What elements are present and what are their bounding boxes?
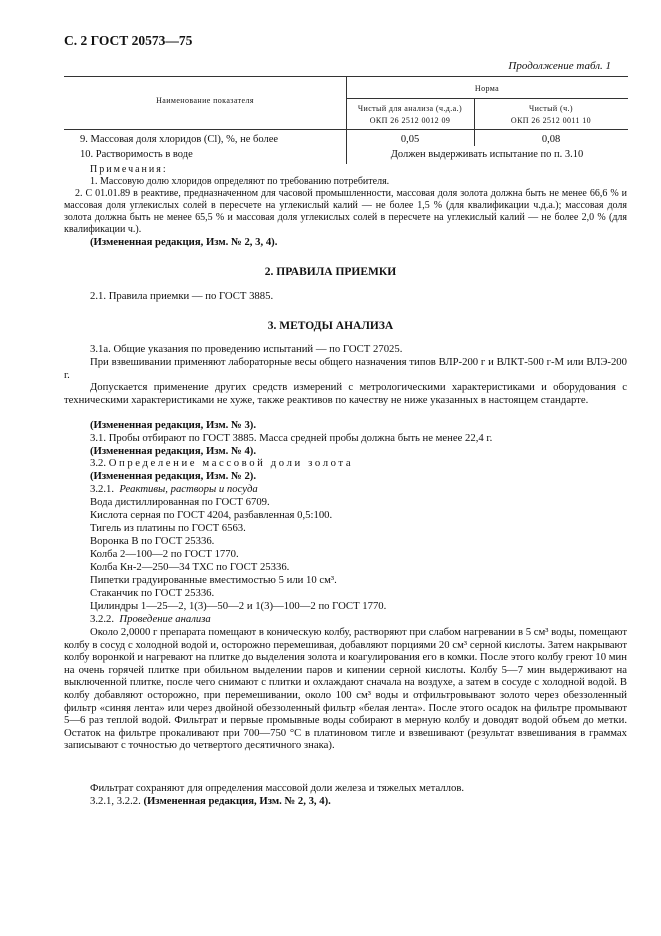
section-3-2-1-heading	[90, 483, 258, 496]
table-col2-header: Чистый (ч.)	[529, 104, 573, 113]
section-3-2-1-number: 3.2.1.	[90, 483, 115, 495]
table-row10-value: Должен выдерживать испытание по п. 3.10	[390, 149, 584, 160]
section-3-title: 3. МЕТОДЫ АНАЛИЗА	[267, 320, 394, 332]
reagent-8: Стаканчик по ГОСТ 25336.	[90, 587, 215, 599]
table-row9-value2: 0,08	[541, 134, 561, 145]
reagent-9: Цилиндры 1—25—2, 1(3)—50—2 и 1(3)—100—2 по ГОСТ 1770.	[90, 600, 387, 612]
edit-note-4: (Измененная редакция, Изм. № 4).	[90, 445, 257, 457]
table-norm-header: Норма	[474, 84, 500, 93]
table-col1-okp: ОКП 26 2512 0012 09	[369, 116, 451, 125]
section-2-title: 2. ПРАВИЛА ПРИЕМКИ	[264, 266, 397, 278]
section-3-2-number: 3.2.	[90, 457, 107, 469]
table-row9-label: 9. Массовая доля хлоридов (Cl), %, не более	[80, 134, 279, 145]
table-row10-label: 10. Растворимость в воде	[80, 149, 193, 160]
reagent-1: Вода дистиллированная по ГОСТ 6709.	[90, 496, 270, 508]
edit-note-3: (Измененная редакция, Изм. № 3).	[90, 419, 257, 431]
section-3-1a: 3.1а. Общие указания по проведению испытаний — по ГОСТ 27025.	[90, 343, 403, 355]
reagent-5: Колба 2—100—2 по ГОСТ 1770.	[90, 548, 239, 560]
table-col-name-header: Наименование показателя	[156, 96, 254, 105]
reagent-2: Кислота серная по ГОСТ 4204, разбавленная 0,5:100.	[90, 509, 333, 521]
note-1: 1. Массовую долю хлоридов определяют по требованию потребителя.	[90, 176, 390, 187]
section-3-2-1-title: Реактивы, растворы и посуда	[119, 483, 258, 495]
section-3-2-title: Определение массовой доли золота	[108, 457, 354, 469]
table-col1-header: Чистый для анализа (ч.д.а.)	[357, 104, 463, 113]
page-header: С. 2 ГОСТ 20573—75	[64, 33, 193, 48]
notes-edit-note: (Измененная редакция, Изм. № 2, 3, 4).	[90, 236, 278, 248]
paragraph-weighing: При взвешивании применяют лабораторные весы общего назначения типов ВЛР-200 г и ВЛКТ-500 г-М или ВЛЭ-200 г.	[64, 356, 627, 381]
section-3-2-2-number: 3.2.2.	[90, 613, 115, 625]
table-col2-okp: ОКП 26 2512 0011 10	[510, 116, 592, 125]
filtrate-paragraph: Фильтрат сохраняют для определения массовой доли железа и тяжелых металлов.	[90, 782, 465, 794]
table-norm-divider	[346, 98, 628, 99]
edit-note-2: (Измененная редакция, Изм. № 2).	[90, 470, 257, 482]
procedure-paragraph: Около 2,0000 г препарата помещают в коническую колбу, растворяют при слабом нагревании в 5 см³ воды, помещают колбу в сосуд с холодной водой и, осторожно перемешивая, добавляют порциями 20 см³ серной кислоты. Затем накрывают колбу воронкой и нагревают на плитке до выделения золота и коагулирования его в комки. После этого колбу греют 10 мин на очень горячей плитке при обильном выделении паров и кипении серной кислоты. Колбу 5—7 мин выдерживают на выключенной плитке, после чего снимают с плитки и охлаждают сначала на воздухе, а затем в сосуде с холодной водой. В колбу добавляют осторожно, при перемешивании, около 100 см³ воды и отфильтровывают золото через обеззоленный фильтр «синяя лента» или через двойной обеззоленный фильтр «белая лента». После этого осадок на фильтре промывают 5—6 раз теплой водой. Фильтрат и первые промывные воды собирают в мерную колбу и доводят водой объем до метки. Остаток на фильтре прокаливают при 700—750 °С в платиновом тигле и взвешивают (результат взвешивания в граммах записывают с точностью до четвертого десятичного знака).	[64, 626, 627, 752]
final-edit-numbers: 3.2.1, 3.2.2.	[90, 795, 141, 807]
paragraph-allowed-instruments: Допускается применение других средств измерений с метрологическими характеристиками и оборудования с техническими характеристиками не хуже, также реактивов по качеству не ниже указанных в настоящем стандарте.	[64, 381, 627, 406]
table-continuation-label: Продолжение табл. 1	[508, 60, 611, 72]
section-3-2-2-title: Проведение анализа	[119, 613, 211, 625]
reagent-3: Тигель из платины по ГОСТ 6563.	[90, 522, 246, 534]
section-3-1: 3.1. Пробы отбирают по ГОСТ 3885. Масса средней пробы должна быть не менее 22,4 г.	[90, 432, 493, 444]
reagent-7: Пипетки градуированные вместимостью 5 или 10 см³.	[90, 574, 337, 586]
note-2: 2. С 01.01.89 в реактиве, предназначенном для часовой промышленности, массовая доля золота должна быть не менее 66,6 % и массовая доля углекислых солей в пересчете на углекислый калий — не более 1,5 % (для квалификации ч.д.а.); массовая доля золота должна быть не менее 65,5 % и массовая доля углекислых солей в пересчете на углекислый калий — не более 2,0 % (для квалификации ч.).	[64, 188, 627, 235]
notes-title: Примечания:	[90, 164, 168, 175]
section-2-1: 2.1. Правила приемки — по ГОСТ 3885.	[90, 290, 274, 302]
section-3-2-2-heading	[90, 613, 211, 626]
reagent-4: Воронка В по ГОСТ 25336.	[90, 535, 215, 547]
final-edit-note: (Измененная редакция, Изм. № 2, 3, 4).	[143, 795, 331, 807]
reagent-6: Колба Кн-2—250—34 ТХС по ГОСТ 25336.	[90, 561, 290, 573]
final-edit-line	[90, 795, 331, 808]
table-row9-value1: 0,05	[400, 134, 420, 145]
section-3-2-heading	[90, 457, 353, 470]
